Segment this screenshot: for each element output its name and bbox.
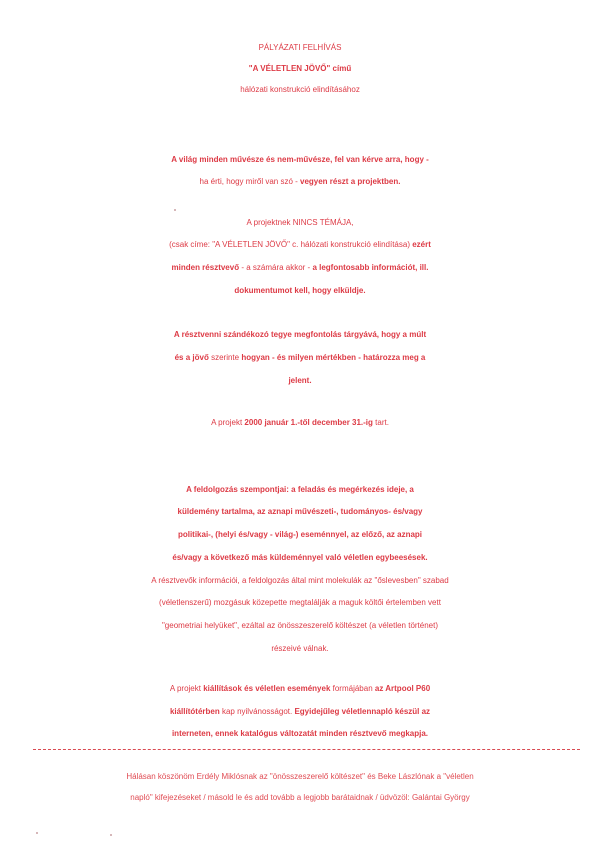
p2-line2-b: ezért bbox=[412, 240, 431, 249]
p3-line2-c: hogyan - és milyen mértékben - határozza meg a bbox=[241, 353, 426, 362]
dashed-divider bbox=[33, 749, 580, 750]
p2-line3 bbox=[0, 259, 600, 277]
p4-line bbox=[0, 414, 600, 432]
p6-line1-a: A projekt bbox=[169, 684, 204, 693]
p2-line2 bbox=[0, 236, 600, 254]
scan-speck bbox=[174, 209, 176, 211]
p3-line2-b: szerinte bbox=[208, 353, 242, 362]
p5-line5: A résztvevők információi, a feldolgozás által mint molekulák az "őslevesben" szabad bbox=[151, 576, 449, 585]
p6-line1-b: kiállítások és véletlen események bbox=[203, 684, 331, 693]
p3-line1: A résztvenni szándékozó tegye megfontolás tárgyává, hogy a múlt bbox=[173, 330, 427, 339]
p2-line4: dokumentumot kell, hogy elküldje. bbox=[234, 286, 366, 295]
p6-line2 bbox=[0, 703, 600, 721]
p5-line1: A feldolgozás szempontjai: a feladás és megérkezés ideje, a bbox=[186, 485, 414, 494]
p6-line2-d: készül az bbox=[392, 707, 431, 716]
p2-line2-a: (csak címe: "A VÉLETLEN JÖVŐ" c. hálózati konstrukció elindítása) bbox=[169, 240, 413, 249]
p1-line2-b: vegyen részt a projektben. bbox=[300, 177, 401, 186]
p4-a: A projekt bbox=[211, 418, 245, 427]
footer-line1: Hálásan köszönöm Erdély Miklósnak az "önösszeszerelő költészet" és Beke Lászlónak a "véletlen bbox=[126, 772, 474, 781]
p4-c: tart. bbox=[372, 418, 389, 427]
p6-line2-b: kap nyilvánosságot. bbox=[219, 707, 295, 716]
p5-line2: küldemény tartalma, az aznapi művészeti-, tudományos- és/vagy bbox=[177, 507, 423, 516]
p6-line1-c: formájában bbox=[330, 684, 375, 693]
p3-line3: jelent. bbox=[288, 376, 312, 385]
p5-line7: "geometriai helyüket", ezáltal az önösszeszerelő költészet (a véletlen történet) bbox=[161, 621, 439, 630]
p4-b: 2000 január 1.-től december 31.-ig bbox=[244, 418, 373, 427]
p3-line2-a: és a jövő bbox=[174, 353, 209, 362]
header-caption: hálózati konstrukció elindításához bbox=[240, 85, 360, 94]
p6-line2-c: Egyidejűleg véletlennapló bbox=[294, 707, 393, 716]
header-title: PÁLYÁZATI FELHÍVÁS bbox=[258, 43, 342, 52]
p6-line1 bbox=[0, 680, 600, 698]
p1-line1: A világ minden művésze és nem-művésze, fel van kérve arra, hogy - bbox=[171, 155, 429, 164]
p5-line6: (véletlenszerű) mozgásuk közepette megtalálják a maguk költői értelemben vett bbox=[159, 598, 441, 607]
p1-line2-a: ha érti, hogy miről van szó - bbox=[199, 177, 300, 186]
p6-line1-d: az Artpool P60 bbox=[374, 684, 431, 693]
header-subtitle: "A VÉLETLEN JÖVŐ" című bbox=[248, 64, 352, 73]
p5-line8: részeivé válnak. bbox=[271, 644, 329, 653]
scan-speck bbox=[36, 832, 38, 834]
p2-line1: A projektnek NINCS TÉMÁJA, bbox=[246, 218, 354, 227]
p5-line3: politikai-, (helyi és/vagy - világ-) eseménnyel, az előző, az aznapi bbox=[177, 530, 423, 539]
p2-line3-c: a legfontosabb információt, ill. bbox=[312, 263, 429, 272]
p5-line4: és/vagy a következő más küldeménnyel való véletlen egybeesések. bbox=[172, 553, 428, 562]
p2-line3-b: - a számára akkor - bbox=[239, 263, 313, 272]
p6-line2-a: kiállítótérben bbox=[169, 707, 220, 716]
footer-line2: napló" kifejezéseket / másold le és add tovább a legjobb barátaidnak / üdvözöl: Galántai György bbox=[130, 793, 470, 802]
p3-line2 bbox=[0, 349, 600, 367]
p2-line3-a: minden résztvevő bbox=[171, 263, 240, 272]
p1-line2 bbox=[0, 173, 600, 191]
scan-speck bbox=[110, 834, 112, 836]
p6-line3: interneten, ennek katalógus változatát minden résztvevő megkapja. bbox=[171, 729, 429, 738]
